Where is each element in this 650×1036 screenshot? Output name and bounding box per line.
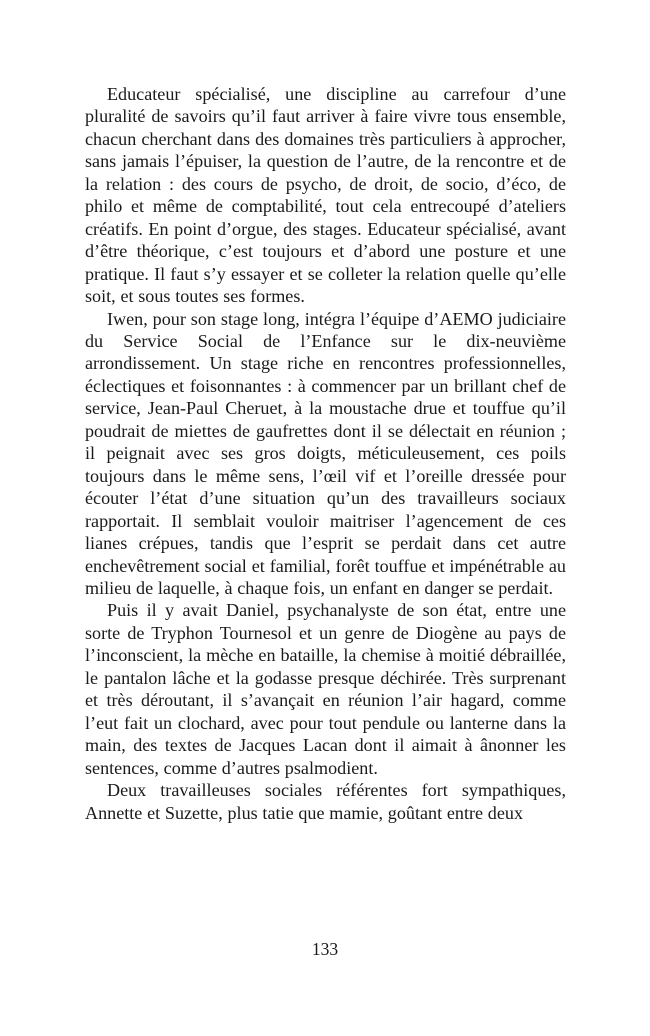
page-text-block [85,83,566,824]
page-number: 133 [311,939,339,959]
paragraph: Iwen, pour son stage long, intégra l’équipe d’AEMO judiciaire du Service Social de l’Enfance sur le dix-neuvième arrondissement. Un stage riche en rencontres professionnelles, éclectiques et foisonnantes : à commencer par un brillant chef de service, Jean-Paul Cheruet, à la moustache drue et touffue qu’il poudrait de miettes de gaufrettes dont il se délectait en réunion ; il peignait avec ses gros doigts, méticuleusement, ces poils toujours dans le même sens, l’œil vif et l’oreille dressée pour écouter l’état d’une situation qu’un des travailleurs sociaux rapportait. Il semblait vouloir maitriser l’agencement de ces lianes crépues, tandis que l’esprit se perdait dans cet autre enchevêtrement social et familial, forêt touffue et impénétrable au milieu de laquelle, à chaque fois, un enfant en danger se perdait. [85,308,566,598]
paragraph: Puis il y avait Daniel, psychanalyste de son état, entre une sorte de Tryphon Tournesol et un genre de Diogène au pays de l’inconscient, la mèche en bataille, la chemise à moitié débraillée, le pantalon lâche et la godasse presque déchirée. Très surprenant et très déroutant, il s’avançait en réunion l’air hagard, comme l’eut fait un clochard, avec pour tout pendule ou lanterne dans la main, des textes de Jacques Lacan dont il aimait à ânonner les sentences, comme d’autres psalmodient. [85,600,566,778]
paragraph: Deux travailleuses sociales référentes fort sympathiques, Annette et Suzette, plus tatie que mamie, goûtant entre deux [85,780,566,823]
paragraph: Educateur spécialisé, une discipline au carrefour d’une pluralité de savoirs qu’il faut arriver à faire vivre tous ensemble, chacun cherchant dans des domaines très particuliers à approcher, sans jamais l’épuiser, la question de l’autre, de la rencontre et de la relation : des cours de psycho, de droit, de socio, d’éco, de philo et même de comptabilité, tout cela entrecoupé d’ateliers créatifs. En point d’orgue, des stages. Educateur spécialisé, avant d’être théorique, c’est toujours et d’abord une posture et une pratique. Il faut s’y essayer et se colleter la relation quelle qu’elle soit, et sous toutes ses formes. [85,84,566,307]
